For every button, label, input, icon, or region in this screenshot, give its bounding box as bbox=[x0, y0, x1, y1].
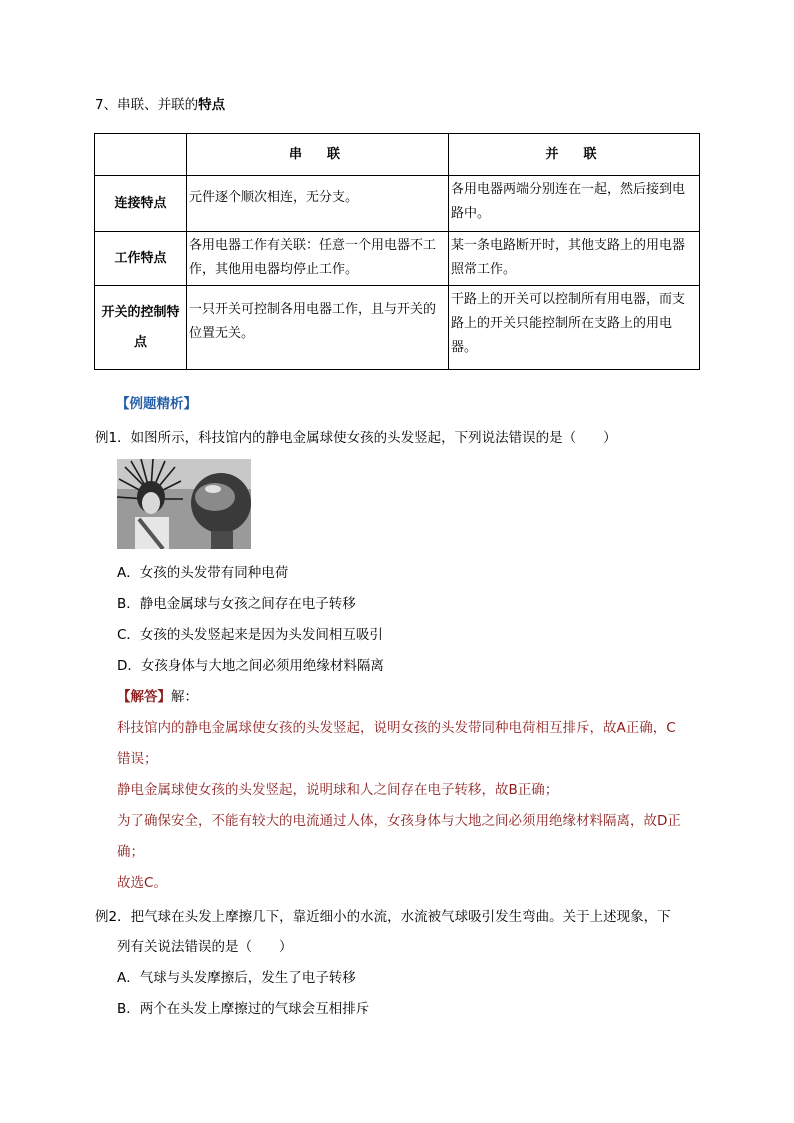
static-electricity-photo bbox=[117, 459, 266, 549]
header-series: 串 联 bbox=[187, 134, 449, 176]
table-header-row bbox=[95, 134, 700, 176]
section-title bbox=[95, 95, 225, 115]
ex1-solution-line: 科技馆内的静电金属球使女孩的头发竖起，说明女孩的头发带同种电荷相互排斥，故A正确，C bbox=[117, 720, 676, 736]
ex1-option-b: B．静电金属球与女孩之间存在电子转移 bbox=[117, 596, 356, 612]
section-title-prefix: 7、串联、并联的 bbox=[95, 97, 199, 113]
series-cell: 各用电器工作有关联：任意一个用电器不工作，其他用电器均停止工作。 bbox=[187, 232, 449, 286]
parallel-cell: 各用电器两端分别连在一起，然后接到电路中。 bbox=[449, 176, 700, 232]
header-empty bbox=[95, 134, 187, 176]
header-parallel: 并 联 bbox=[449, 134, 700, 176]
table-row bbox=[95, 176, 700, 232]
row-label: 工作特点 bbox=[95, 232, 187, 286]
ex1-option-a: A．女孩的头发带有同种电荷 bbox=[117, 565, 289, 581]
table-row bbox=[95, 286, 700, 370]
ex1-solution-line: 静电金属球使女孩的头发竖起，说明球和人之间存在电子转移，故B正确； bbox=[117, 782, 559, 798]
ex1-option-c: C．女孩的头发竖起来是因为头发间相互吸引 bbox=[117, 627, 383, 643]
ex1-answer-heading bbox=[117, 687, 198, 707]
ex1-solution-line: 故选C。 bbox=[117, 875, 167, 891]
ex1-question: 例1．如图所示，科技馆内的静电金属球使女孩的头发竖起，下列说法错误的是（ ） bbox=[95, 430, 617, 446]
girl-with-metal-sphere-image bbox=[117, 459, 266, 549]
ex2-question-line: 列有关说法错误的是（ ） bbox=[117, 939, 293, 955]
table-row bbox=[95, 232, 700, 286]
example-section-header: 【例题精析】 bbox=[116, 396, 197, 412]
ex1-solution-line: 错误； bbox=[117, 751, 158, 767]
row-label: 开关的控制特点 bbox=[95, 286, 187, 370]
answer-tag: 【解答】 bbox=[117, 689, 171, 705]
series-cell: 元件逐个顺次相连，无分支。 bbox=[187, 176, 449, 232]
ex2-option-b: B．两个在头发上摩擦过的气球会互相排斥 bbox=[117, 1001, 370, 1017]
series-cell: 一只开关可控制各用电器工作，且与开关的位置无关。 bbox=[187, 286, 449, 370]
ex1-solution-line: 确； bbox=[117, 844, 144, 860]
section-title-bold: 特点 bbox=[198, 97, 226, 113]
comparison-table bbox=[94, 133, 700, 370]
ex1-option-d: D．女孩身体与大地之间必须用绝缘材料隔离 bbox=[117, 658, 384, 674]
ex2-option-a: A．气球与头发摩擦后，发生了电子转移 bbox=[117, 970, 356, 986]
row-label: 连接特点 bbox=[95, 176, 187, 232]
parallel-cell: 干路上的开关可以控制所有用电器，而支路上的开关只能控制所在支路上的用电器。 bbox=[449, 286, 700, 370]
ex2-question-line: 例2．把气球在头发上摩擦几下，靠近细小的水流，水流被气球吸引发生弯曲。关于上述现象，下 bbox=[95, 909, 671, 925]
ex1-solution-line: 为了确保安全，不能有较大的电流通过人体，女孩身体与大地之间必须用绝缘材料隔离，故D正 bbox=[117, 813, 681, 829]
parallel-cell: 某一条电路断开时，其他支路上的用电器照常工作。 bbox=[449, 232, 700, 286]
answer-suffix: 解： bbox=[171, 689, 198, 705]
